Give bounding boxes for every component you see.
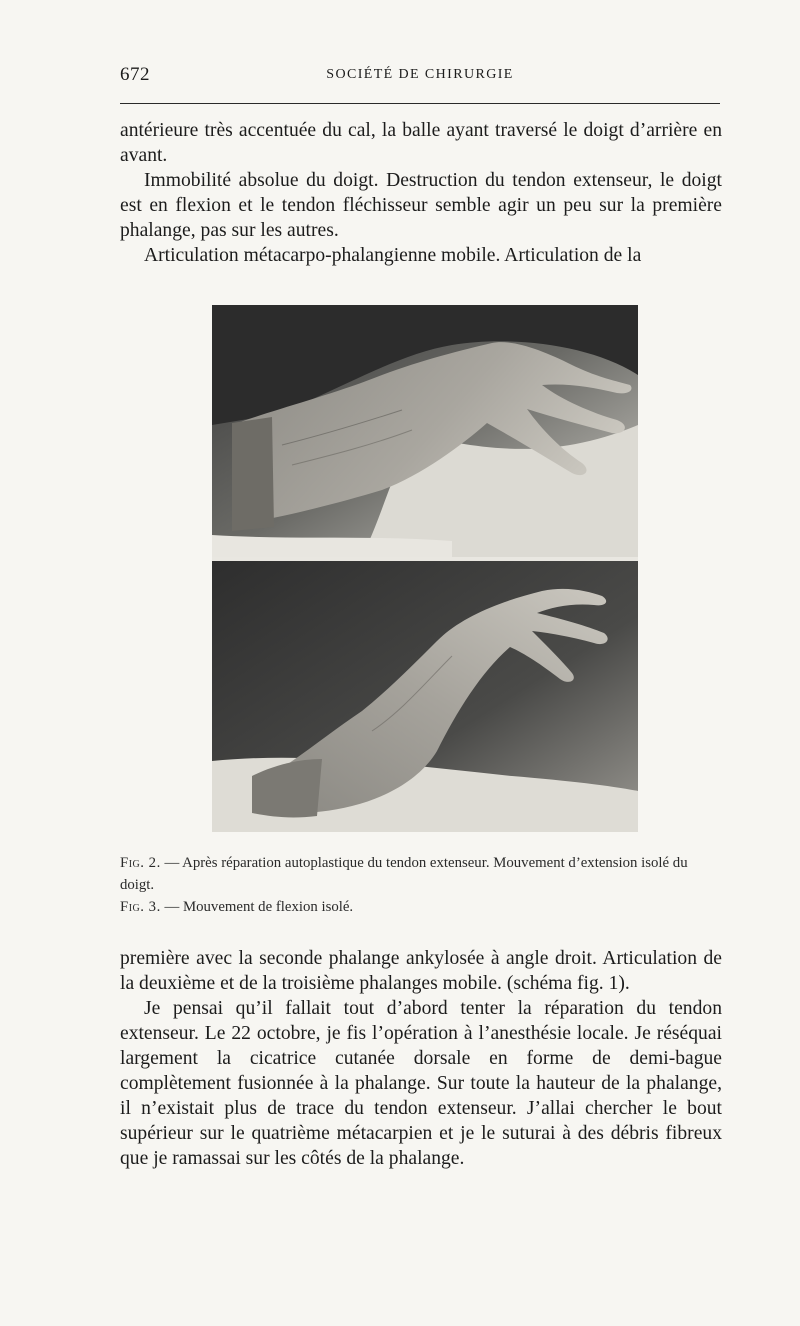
caption-label: Fig. 3. [120, 899, 161, 915]
caption-fig-2 [120, 852, 722, 896]
figure-3-photograph [212, 561, 638, 832]
body-text-bottom [120, 946, 722, 1171]
caption-text: — Mouvement de flexion isolé. [160, 899, 354, 915]
caption-text: — Après réparation autoplastique du tendon extenseur. Mouvement d’extension isolé du doigt. [120, 855, 688, 893]
figure-captions [120, 852, 722, 918]
body-text-top [120, 118, 722, 268]
paragraph: Immobilité absolue du doigt. Destruction du tendon extenseur, le doigt est en flexion et le tendon fléchisseur semble agir un peu sur la première phalange, pas sur les autres. [120, 170, 722, 241]
page-header [120, 64, 720, 90]
page-number: 672 [120, 64, 150, 85]
paragraph: Articulation métacarpo-phalangienne mobile. Articulation de la [144, 245, 642, 266]
paragraph: première avec la seconde phalange ankylosée à angle droit. Articulation de la deuxième et de la troisième phalanges mobile. (schéma fig. 1). [120, 948, 722, 994]
running-title: SOCIÉTÉ DE CHIRURGIE [326, 67, 514, 82]
figure-2-photograph [212, 305, 638, 557]
figure-plate [212, 305, 638, 832]
paragraph: antérieure très accentuée du cal, la balle ayant traversé le doigt d’arrière en avant. [120, 120, 722, 166]
paragraph: Je pensai qu’il fallait tout d’abord tenter la réparation du tendon extenseur. Le 22 octobre, je fis l’opération à l’anesthésie locale. Je réséquai largement la cicatrice cutanée dorsale en forme de demi-bague complètement fusionnée à la phalange. Sur toute la hauteur de la phalange, il n’existait plus de trace du tendon extenseur. J’allai chercher le bout supérieur sur le quatrième métacarpien et je le suturai à des débris fibreux que je ramassai sur les côtés de la phalange. [120, 998, 722, 1169]
caption-fig-3 [120, 896, 722, 918]
caption-label: Fig. 2. [120, 855, 161, 871]
header-rule [120, 103, 720, 104]
